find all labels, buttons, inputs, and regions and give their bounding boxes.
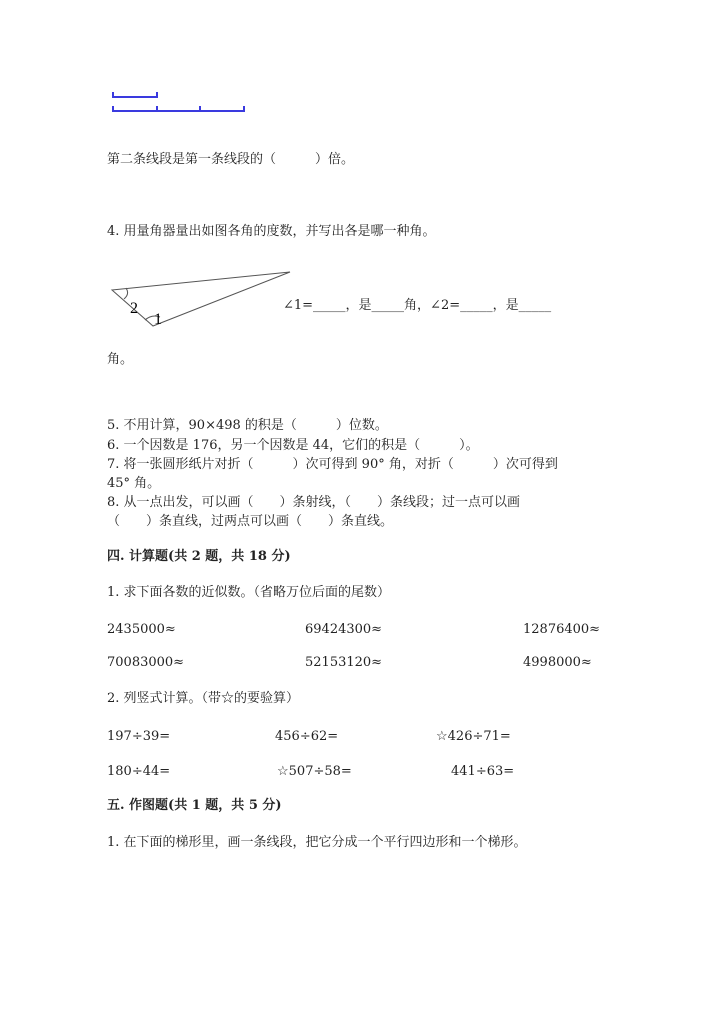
q4-title: 4. 用量角器量出如图各角的度数，并写出各是哪一种角。 [107,224,436,239]
approx-item: 69424300≈ [305,622,383,637]
line-segments-figure [113,92,244,111]
s4-q2-title: 2. 列竖式计算。（带☆的要验算） [107,691,300,706]
q3-statement: 第二条线段是第一条线段的（ ）倍。 [107,152,355,167]
s5-q1: 1. 在下面的梯形里，画一条线段，把它分成一个平行四边形和一个梯形。 [107,835,527,850]
q8-cont: （ ）条直线，过两点可以画（ ）条直线。 [107,514,394,529]
approx-item: 4998000≈ [523,655,592,670]
q4-answer-line: ∠1=_____，是_____角，∠2=_____，是_____ [283,298,552,313]
division-item: ☆507÷58= [277,764,352,779]
approx-item: 2435000≈ [107,622,176,637]
q7: 7. 将一张圆形纸片对折（ ）次可得到 90° 角，对折（ ）次可得到 [107,457,558,472]
s4-q1-title: 1. 求下面各数的近似数。（省略万位后面的尾数） [107,585,391,600]
angle-2-label: 2 [130,300,138,317]
q7-cont: 45° 角。 [107,476,161,491]
approx-item: 52153120≈ [305,655,383,670]
first-segment [113,92,157,97]
second-segment [113,106,244,111]
triangle-figure [112,272,290,326]
division-item: ☆426÷71= [436,729,511,744]
section5-title: 五. 作图题(共 1 题，共 5 分) [107,798,282,813]
division-item: 441÷63= [451,764,515,779]
approx-item: 12876400≈ [523,622,601,637]
division-item: 180÷44= [107,764,171,779]
section4-title: 四. 计算题(共 2 题，共 18 分) [107,549,291,564]
division-item: 197÷39= [107,729,171,744]
q4-answer-tail: 角。 [107,352,134,367]
angle-1-label: 1 [154,311,162,328]
q6: 6. 一个因数是 176，另一个因数是 44，它们的积是（ ）。 [107,438,479,453]
approx-item: 70083000≈ [107,655,185,670]
q5: 5. 不用计算，90×498 的积是（ ）位数。 [107,418,388,433]
q8: 8. 从一点出发，可以画（ ）条射线，（ ）条线段；过一点可以画 [107,495,521,510]
division-item: 456÷62= [275,729,339,744]
